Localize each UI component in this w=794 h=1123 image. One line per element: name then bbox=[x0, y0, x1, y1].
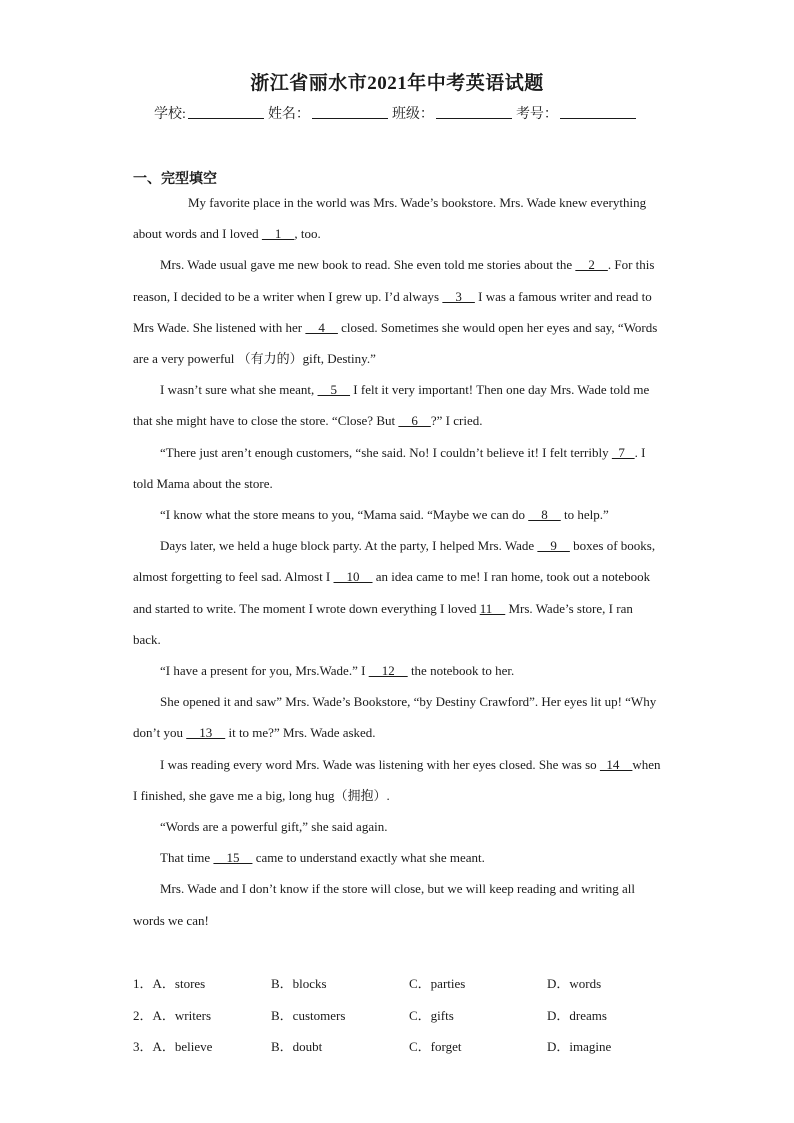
blank-6: 6 bbox=[398, 413, 431, 429]
document-title: 浙江省丽水市2021年中考英语试题 bbox=[250, 73, 544, 94]
class-label: 班级： bbox=[391, 107, 434, 122]
blank-3: 3 bbox=[442, 288, 475, 304]
paragraph: My favorite place in the world was Mrs. Wade’s bookstore. Mrs. Wade knew everything about words and I loved 1 , too. bbox=[133, 195, 647, 242]
blank-14: 14 bbox=[599, 756, 633, 772]
paragraph: “I have a present for you, Mrs.Wade.” I 12 the notebook to her. bbox=[160, 663, 515, 679]
blank-13: 13 bbox=[186, 725, 226, 741]
school-label: 学校: bbox=[154, 107, 186, 122]
blank-8: 8 bbox=[528, 507, 561, 523]
paragraph: I wasn’t sure what she meant, 5 I felt it very important! Then one day Mrs. Wade told me that she might have to close the store. “Close? But 6 ?” I cried. bbox=[133, 382, 650, 429]
paragraph: Mrs. Wade and I don’t know if the store will close, but we will keep reading and writing all words we can! bbox=[133, 881, 636, 928]
blank-10: 10 bbox=[333, 569, 373, 585]
section-heading: 一、完型填空 bbox=[133, 171, 217, 187]
blank-5: 5 bbox=[317, 382, 351, 398]
class-blank[interactable] bbox=[436, 106, 512, 119]
paragraph: She opened it and saw” Mrs. Wade’s Bookstore, “by Destiny Crawford”. Her eyes lit up! “Why don’t you 13 it to me?” Mrs. Wade asked. bbox=[133, 694, 657, 741]
blank-15: 15 bbox=[213, 850, 253, 866]
question-row bbox=[133, 1030, 673, 1061]
option-c[interactable]: C．parties bbox=[409, 976, 466, 992]
paragraph: That time 15 came to understand exactly what she meant. bbox=[160, 850, 485, 866]
blank-11: 11 bbox=[479, 600, 506, 616]
option-b[interactable]: B．doubt bbox=[271, 1038, 323, 1054]
number-label: 考号： bbox=[515, 107, 558, 122]
paragraph: “Words are a powerful gift,” she said again. bbox=[160, 819, 388, 835]
student-info-line bbox=[0, 103, 794, 123]
paragraph: Mrs. Wade usual gave me new book to read. She even told me stories about the 2 . For this reason, I decided to be a writer when I grew up. I’d always 3 I was a famous writer and read to Mrs Wade. She listened with her 4 closed. Sometimes she would open her eyes and say, “Words are a very powerful （有力的）gift, Destiny.” bbox=[133, 257, 658, 367]
blank-2: 2 bbox=[575, 257, 608, 273]
option-a[interactable]: 2．A．writers bbox=[133, 1007, 212, 1023]
option-c[interactable]: C．forget bbox=[409, 1038, 462, 1054]
option-d[interactable]: D．dreams bbox=[547, 1007, 607, 1023]
paragraph: “I know what the store means to you, “Mama said. “Maybe we can do 8 to help.” bbox=[160, 507, 609, 523]
cloze-passage bbox=[133, 187, 662, 936]
blank-1: 1 bbox=[261, 226, 295, 242]
number-blank[interactable] bbox=[560, 106, 636, 119]
school-blank[interactable] bbox=[188, 106, 264, 119]
option-c[interactable]: C．gifts bbox=[409, 1007, 454, 1023]
blank-12: 12 bbox=[368, 663, 408, 679]
option-b[interactable]: B．blocks bbox=[271, 976, 327, 992]
question-row bbox=[133, 967, 673, 998]
question-options bbox=[133, 967, 673, 1061]
name-blank[interactable] bbox=[312, 106, 388, 119]
option-a[interactable]: 3．A．believe bbox=[133, 1038, 213, 1054]
option-a[interactable]: 1．A．stores bbox=[133, 976, 206, 992]
paragraph: I was reading every word Mrs. Wade was listening with her eyes closed. She was so 14 when I finished, she gave me a big, long hug（拥抱）. bbox=[133, 756, 661, 803]
name-label: 姓名： bbox=[267, 107, 310, 122]
option-b[interactable]: B．customers bbox=[271, 1007, 346, 1023]
blank-7: 7 bbox=[611, 444, 635, 460]
question-row bbox=[133, 998, 673, 1029]
option-d[interactable]: D．words bbox=[547, 976, 602, 992]
paragraph: “There just aren’t enough customers, “she said. No! I couldn’t believe it! I felt terribly 7 . I told Mama about the store. bbox=[133, 444, 646, 491]
blank-9: 9 bbox=[537, 538, 570, 554]
paragraph: Days later, we held a huge block party. At the party, I helped Mrs. Wade 9 boxes of books, almost forgetting to feel sad. Almost I 10 an idea came to me! I ran home, took out a notebook and started to write. The moment I wrote down everything I loved 11 Mrs. Wade’s store, I ran back. bbox=[133, 538, 656, 647]
blank-4: 4 bbox=[305, 319, 338, 335]
option-d[interactable]: D．imagine bbox=[547, 1038, 612, 1054]
